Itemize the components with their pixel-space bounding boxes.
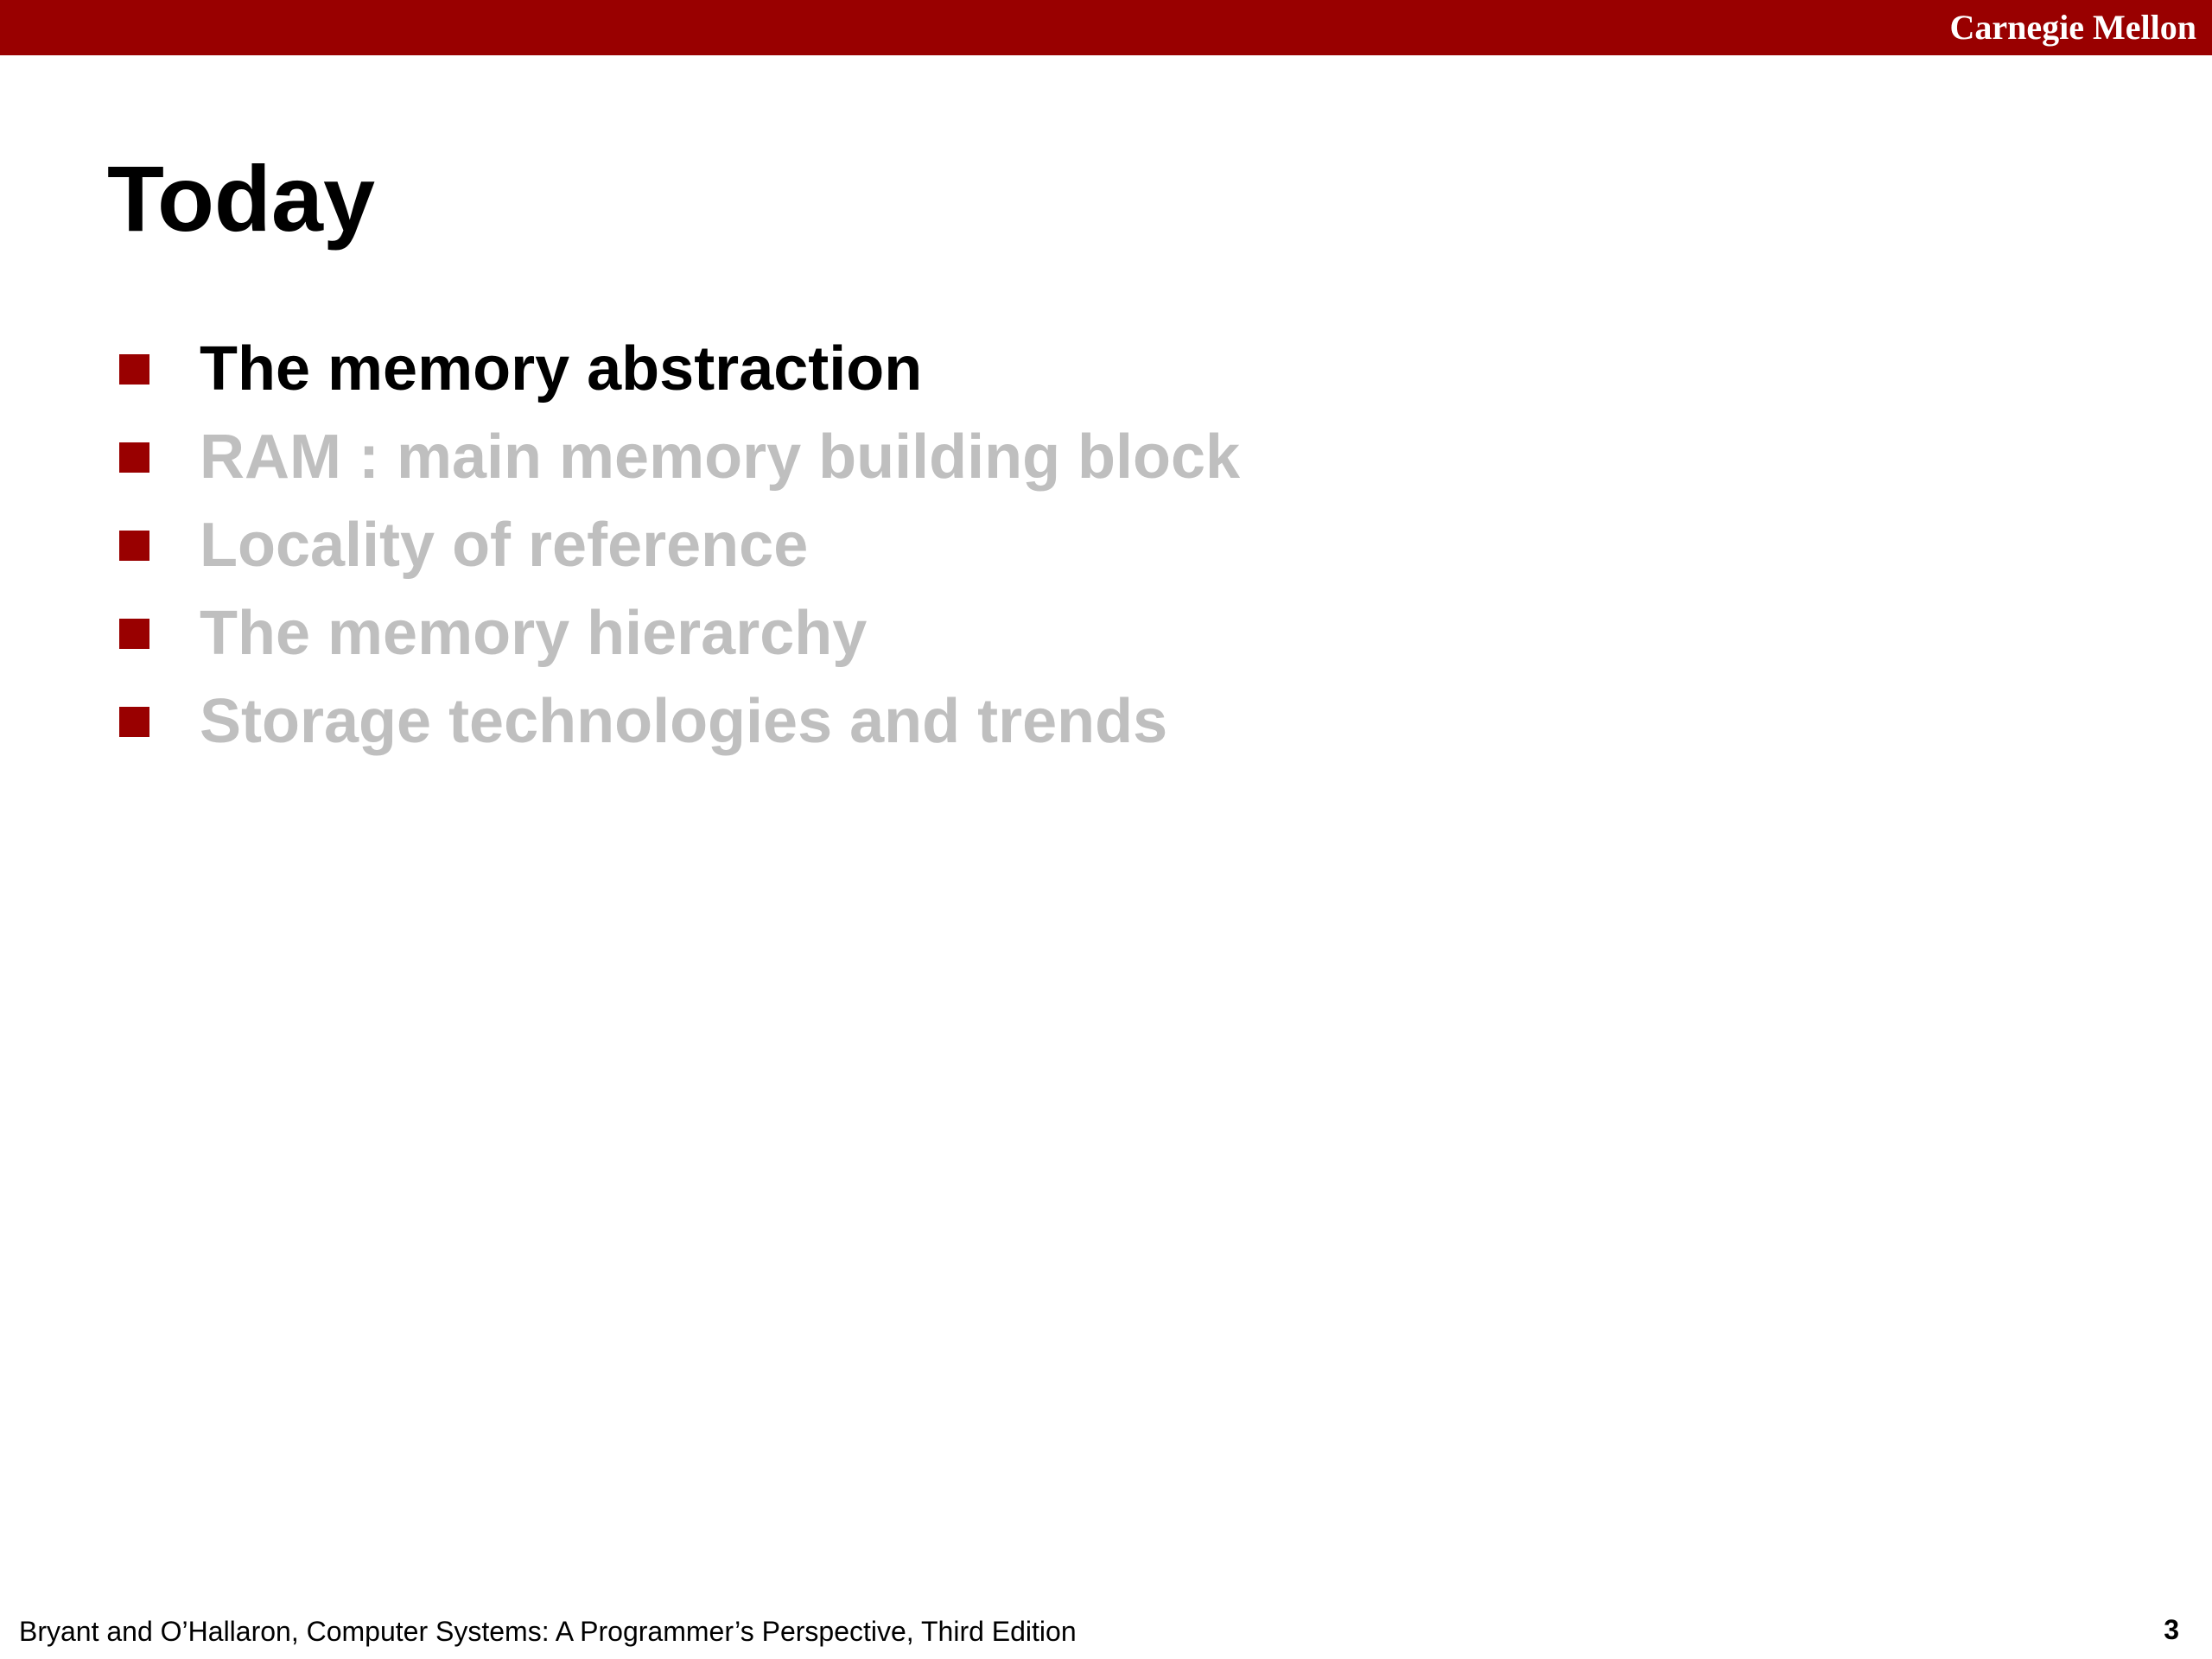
agenda-item-label: Storage technologies and trends bbox=[200, 687, 1168, 756]
header-bar bbox=[0, 0, 2212, 55]
agenda-item-label: The memory abstraction bbox=[200, 334, 923, 404]
square-bullet-icon bbox=[119, 354, 149, 385]
square-bullet-icon bbox=[119, 442, 149, 473]
slide-title: Today bbox=[107, 146, 376, 251]
agenda-item-memory-hierarchy bbox=[119, 589, 1240, 677]
agenda-item-memory-abstraction bbox=[119, 325, 1240, 413]
square-bullet-icon bbox=[119, 707, 149, 737]
agenda-item-ram bbox=[119, 413, 1240, 501]
agenda-item-label: RAM : main memory building block bbox=[200, 423, 1241, 492]
square-bullet-icon bbox=[119, 619, 149, 649]
footer-citation: Bryant and O’Hallaron, Computer Systems: A Programmer’s Perspective, Third Edition bbox=[19, 1616, 1077, 1647]
agenda-item-locality bbox=[119, 501, 1240, 589]
agenda-item-label: Locality of reference bbox=[200, 511, 809, 580]
square-bullet-icon bbox=[119, 531, 149, 561]
agenda-item-label: The memory hierarchy bbox=[200, 599, 868, 668]
agenda-item-storage bbox=[119, 677, 1240, 766]
page-number: 3 bbox=[2164, 1614, 2179, 1645]
agenda-list bbox=[119, 325, 1240, 766]
brand-wordmark: Carnegie Mellon bbox=[1949, 8, 2196, 47]
